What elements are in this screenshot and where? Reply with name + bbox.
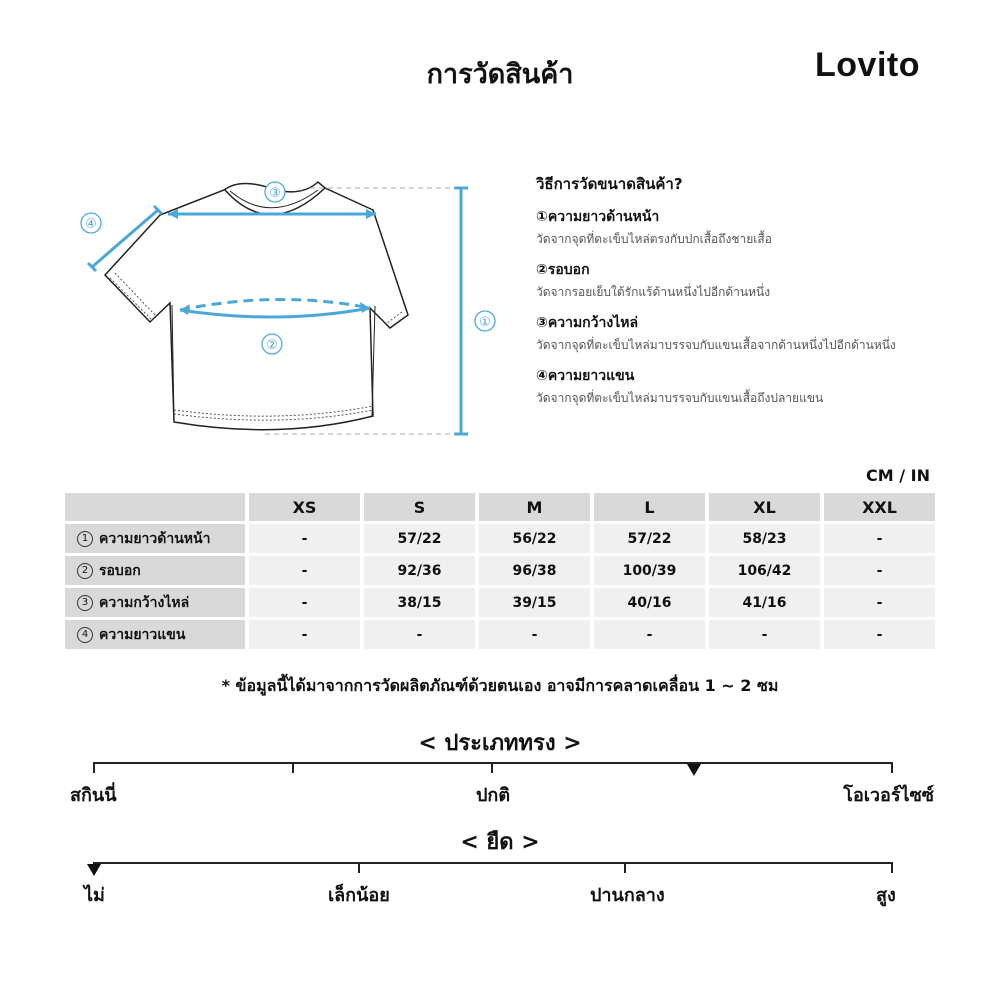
table-cell: 40/16 [594, 588, 705, 617]
row-header [65, 588, 245, 617]
guide-item-name: ①ความยาวด้านหน้า [536, 209, 660, 225]
table-cell: - [479, 620, 590, 649]
row-label: ความยาวด้านหน้า [99, 530, 211, 547]
guide-item [536, 206, 926, 251]
stretch-label-high: สูง [876, 885, 896, 906]
table-cell: - [249, 620, 360, 649]
stretch-scale-tick [891, 862, 893, 873]
row-number: 2 [77, 563, 93, 579]
table-cell: 100/39 [594, 556, 705, 585]
fit-scale-line [93, 762, 893, 764]
column-header: S [364, 493, 475, 521]
column-header: XXL [824, 493, 935, 521]
stretch-scale-title: < ยืด > [460, 830, 540, 855]
row-header [65, 620, 245, 649]
table-cell: - [249, 524, 360, 553]
diagram-label-3: ③ [269, 186, 281, 201]
table-cell: 57/22 [364, 524, 475, 553]
table-row [65, 524, 935, 553]
table-cell: - [709, 620, 820, 649]
fit-label-skinny: สกินนี่ [70, 785, 117, 806]
table-cell: - [824, 524, 935, 553]
footnote: * ข้อมูลนี้ได้มาจากการวัดผลิตภัณฑ์ด้วยตนเอง อาจมีการคลาดเคลื่อน 1 ~ 2 ซม [221, 676, 779, 695]
guide-item-name: ③ความกว้างไหล่ [536, 315, 639, 331]
guide-item [536, 259, 926, 304]
table-cell: 96/38 [479, 556, 590, 585]
column-header: XS [249, 493, 360, 521]
guide-item-desc: วัดจากจุดที่ตะเข็บไหล่ตรงกับปกเสื้อถึงชายเสื้อ [536, 232, 772, 246]
guide-item-desc: วัดจากรอยเย็บใต้รักแร้ด้านหนึ่งไปอีกด้านหนึ่ง [536, 285, 771, 299]
fit-label-regular: ปกติ [476, 785, 511, 806]
diagram-label-1: ① [479, 315, 491, 330]
table-cell: - [249, 556, 360, 585]
stretch-scale-tick [624, 862, 626, 873]
unit-label: CM / IN [866, 466, 930, 485]
table-cell: - [594, 620, 705, 649]
diagram-label-2: ② [266, 338, 278, 353]
tshirt-diagram [70, 170, 510, 450]
table-cell: 92/36 [364, 556, 475, 585]
table-cell: 39/15 [479, 588, 590, 617]
fit-scale-tick [292, 762, 294, 773]
table-cell: - [249, 588, 360, 617]
stretch-label-medium: ปานกลาง [590, 885, 665, 906]
fit-scale-title: < ประเภททรง > [418, 731, 582, 756]
table-corner [65, 493, 245, 521]
column-header: L [594, 493, 705, 521]
guide-item [536, 365, 926, 410]
table-cell: 57/22 [594, 524, 705, 553]
stretch-scale-tick [358, 862, 360, 873]
row-number: 1 [77, 531, 93, 547]
guide-item-desc: วัดจากจุดที่ตะเข็บไหล่มาบรรจบกับแขนเสื้อถึงปลายแขน [536, 391, 824, 405]
table-cell: 56/22 [479, 524, 590, 553]
table-cell: 106/42 [709, 556, 820, 585]
row-label: รอบอก [99, 562, 141, 579]
page-title: การวัดสินค้า [426, 59, 574, 90]
size-table [61, 490, 939, 652]
fit-scale-tick [891, 762, 893, 773]
stretch-marker-icon [87, 864, 101, 876]
fit-marker-icon [687, 764, 701, 776]
row-label: ความกว้างไหล่ [99, 594, 190, 611]
table-cell: 41/16 [709, 588, 820, 617]
column-header: XL [709, 493, 820, 521]
guide-item-desc: วัดจากจุดที่ตะเข็บไหล่มาบรรจบกับแขนเสื้อจากด้านหนึ่งไปอีกด้านหนึ่ง [536, 338, 896, 352]
guide-title: วิธีการวัดขนาดสินค้า? [536, 175, 683, 193]
diagram-label-4: ④ [85, 217, 97, 232]
guide-item-name: ④ความยาวแขน [536, 368, 635, 384]
table-row [65, 588, 935, 617]
row-number: 4 [77, 627, 93, 643]
table-cell: - [824, 556, 935, 585]
fit-label-oversize: โอเวอร์ไซซ์ [843, 785, 934, 806]
row-header [65, 524, 245, 553]
table-cell: - [824, 620, 935, 649]
table-cell: - [364, 620, 475, 649]
measurement-guide [536, 172, 926, 418]
row-number: 3 [77, 595, 93, 611]
table-cell: 58/23 [709, 524, 820, 553]
guide-item [536, 312, 926, 357]
stretch-label-none: ไม่ [84, 885, 105, 906]
fit-scale-tick [93, 762, 95, 773]
stretch-scale-line [93, 862, 893, 864]
column-header: M [479, 493, 590, 521]
guide-item-name: ②รอบอก [536, 262, 590, 278]
fit-scale-tick [491, 762, 493, 773]
row-header [65, 556, 245, 585]
table-row [65, 556, 935, 585]
row-label: ความยาวแขน [99, 626, 186, 643]
stretch-label-slight: เล็กน้อย [328, 885, 390, 906]
table-row [65, 620, 935, 649]
brand-logo: Lovito [815, 46, 920, 84]
table-cell: - [824, 588, 935, 617]
table-cell: 38/15 [364, 588, 475, 617]
